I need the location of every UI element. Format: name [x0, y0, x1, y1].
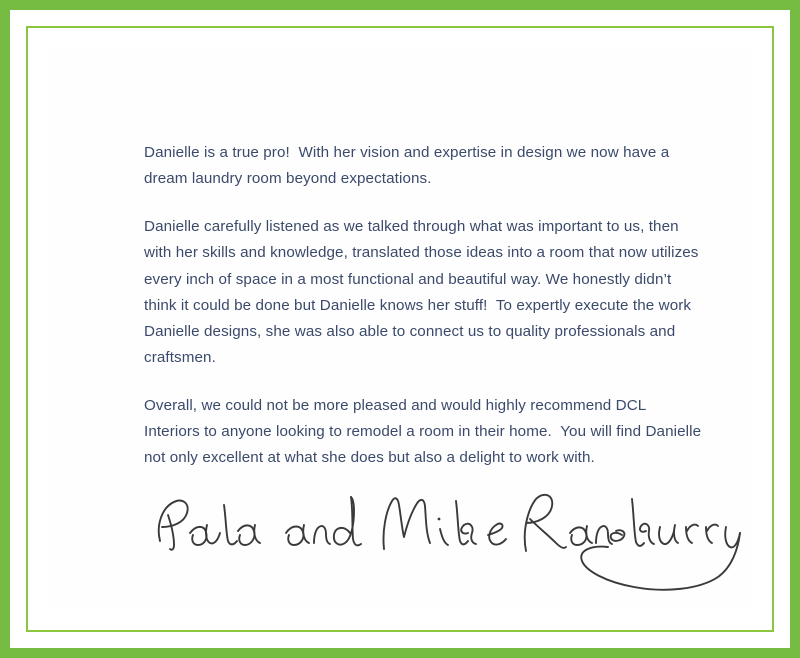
- handwritten-signature: [138, 475, 638, 595]
- card-inner-border: [26, 26, 774, 632]
- testimonial-paragraph-3: Overall, we could not be more pleased and would highly recommend DCL Interiors to anyone looking to remodel a room in their home. You will find Danielle not only excellent at what she does but also a delight to work with.: [144, 397, 706, 467]
- testimonial-text: [144, 140, 704, 472]
- testimonial-card: [50, 50, 750, 608]
- testimonial-paragraph-1: Danielle is a true pro! With her vision and expertise in design we now have a dream laundry room beyond expectations.: [144, 144, 674, 188]
- testimonial-paragraph-2: Danielle carefully listened as we talked through what was important to us, then with her skills and knowledge, translated those ideas into a room that now utilizes every inch of space in a most functional and beautiful way. We honestly didn’t think it could be done but Danielle knows her stuff! To expertly execute the work Danielle designs, she was also able to connect us to quality professionals and craftsmen.: [144, 218, 703, 366]
